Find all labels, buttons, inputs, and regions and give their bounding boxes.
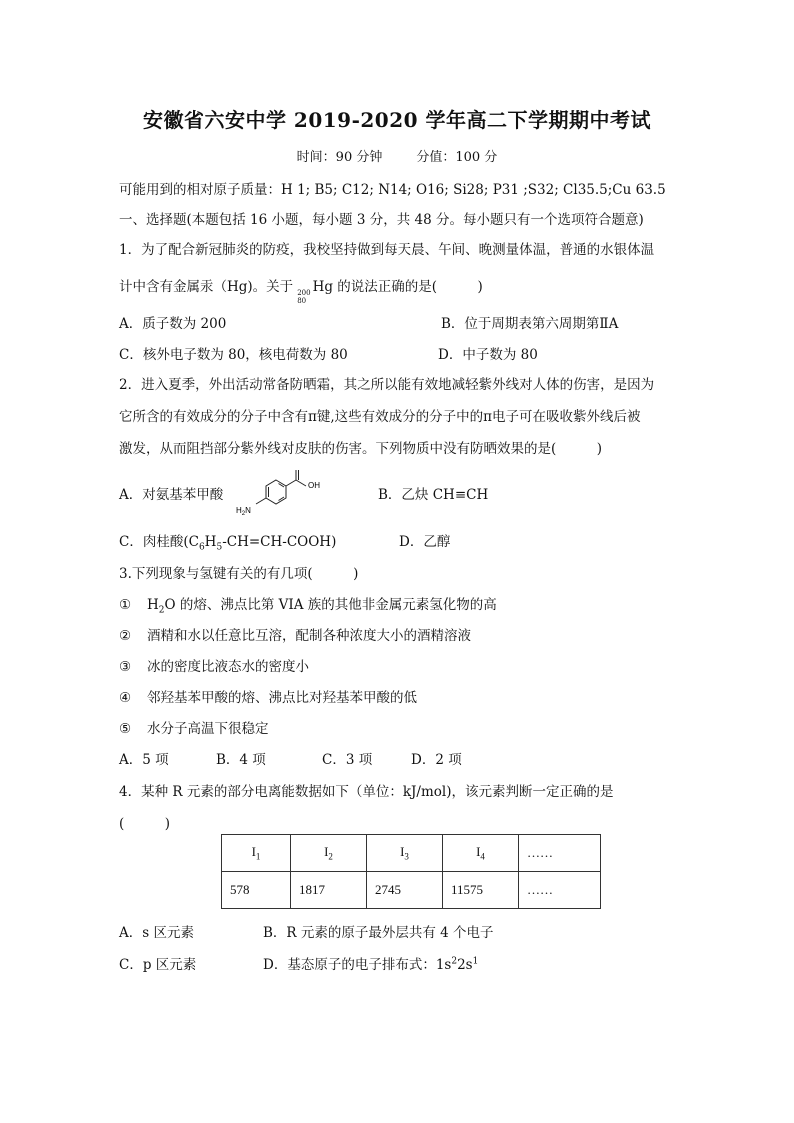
q1-option-d: D．中子数为 80	[438, 347, 538, 363]
q4-option-d	[263, 953, 478, 973]
q3-item-3-num: ③	[119, 659, 132, 675]
table-cell: 2745	[367, 872, 443, 909]
q3-item-5-num: ⑤	[119, 721, 132, 737]
q3-item-3-text: 冰的密度比液态水的密度小	[147, 659, 309, 675]
q2-stem-line2: 它所含的有效成分的分子中含有π键,这些有效成分的分子中的π电子可在吸收紫外线后被	[119, 409, 641, 425]
q1-option-a: A．质子数为 200	[119, 316, 227, 332]
table-header-cell	[222, 835, 291, 872]
q1-stem-line1: 1．为了配合新冠肺炎的防疫，我校坚持做到每天晨、午间、晚测量体温，普通的水银体温	[119, 242, 655, 258]
q3-item-2-num: ②	[119, 628, 132, 644]
page-title: 安徽省六安中学 2019-2020 学年高二下学期期中考试	[142, 108, 652, 132]
header-main: ……	[527, 845, 553, 860]
q3-stem: 3.下列现象与氢键有关的有几项( )	[119, 566, 359, 582]
table-header-cell	[443, 835, 519, 872]
table-cell: 11575	[443, 872, 519, 909]
q3-option-a: A．5 项	[119, 752, 169, 768]
table-header-cell	[367, 835, 443, 872]
atomic-masses: 可能用到的相对原子质量：H 1; B5; C12; N14; O16; Si28; P31 ;S32; Cl35.5;Cu 63.5	[119, 182, 666, 198]
q2-option-a: A．对氨基苯甲酸	[119, 487, 224, 503]
q4-paren: ( )	[119, 816, 171, 832]
q3-item-5-text: 水分子高温下很稳定	[147, 721, 269, 737]
exam-score: 分值：100 分	[416, 150, 498, 165]
q2-c-sub2: 5	[216, 542, 223, 553]
nh2-n: N	[245, 506, 251, 515]
q2-stem-line1: 2．进入夏季，外出活动常备防晒霜，其之所以能有效地减轻紫外线对人体的伤害，是因为	[119, 377, 655, 393]
q2-stem-line3: 激发，从而阻挡部分紫外线对皮肤的伤害。下列物质中没有防晒效果的是( )	[119, 441, 603, 457]
q4-d-mid: 2s	[457, 957, 473, 973]
q2-option-d: D．乙醇	[399, 534, 451, 550]
q3-item-5	[119, 717, 269, 737]
oh-label: OH	[308, 481, 320, 490]
q4-d-sup1: 2	[451, 956, 458, 967]
q3-item-2	[119, 624, 471, 644]
nuclide-notation	[297, 289, 310, 305]
aminobenzoic-acid-structure	[234, 468, 330, 524]
q2-c-prefix: C．肉桂酸(C	[119, 534, 199, 550]
header-sub: 1	[255, 851, 261, 862]
q1-option-b: B．位于周期表第六周期第ⅡA	[441, 316, 619, 332]
q4-option-a: A．s 区元素	[119, 925, 194, 941]
header-main: I	[400, 844, 405, 860]
header-main: I	[476, 844, 481, 860]
exam-info	[0, 146, 794, 165]
mass-number: 200	[297, 289, 311, 297]
q3-option-c: C．3 项	[322, 752, 373, 768]
header-sub: 2	[328, 851, 333, 862]
section-heading: 一、选择题(本题包括 16 小题，每小题 3 分，共 48 分。每小题只有一个选项符合题意)	[119, 212, 644, 228]
q1-stem-text: 计中含有金属汞（Hg)。关于	[119, 279, 294, 295]
q4-option-c: C．p 区元素	[119, 957, 197, 973]
q3-item-4-text: 邻羟基苯甲酸的熔、沸点比对羟基苯甲酸的低	[147, 690, 417, 706]
atomic-number: 80	[297, 297, 307, 305]
q4-option-b: B．R 元素的原子最外层共有 4 个电子	[263, 925, 494, 941]
q4-d-sup2: 1	[472, 956, 479, 967]
q3-item-1-pre: H	[147, 597, 159, 613]
header-sub: 4	[480, 851, 485, 862]
q3-item-2-text: 酒精和水以任意比互溶，配制各种浓度大小的酒精溶液	[147, 628, 471, 644]
table-cell: ……	[519, 872, 601, 909]
q1-stem-tail: Hg 的说法正确的是( )	[312, 279, 483, 295]
q3-item-1-num: ①	[119, 597, 132, 613]
table-header-row	[222, 835, 601, 872]
header-main: I	[251, 844, 256, 860]
table-cell: 1817	[291, 872, 367, 909]
q1-option-c: C．核外电子数为 80，核电荷数为 80	[119, 347, 348, 363]
q3-item-4-num: ④	[119, 690, 132, 706]
nh2-sub: 2	[241, 511, 246, 517]
table-header-cell	[291, 835, 367, 872]
q2-c-mid: H	[204, 534, 217, 550]
q3-option-d: D．2 项	[411, 752, 462, 768]
nh2-label	[236, 506, 251, 517]
q2-c-suffix: -CH=CH-COOH)	[222, 534, 337, 550]
nh2-h: H	[236, 506, 242, 515]
q2-option-c	[119, 530, 336, 553]
q2-option-b: B．乙炔 CH≡CH	[378, 487, 489, 503]
q3-item-1	[119, 593, 497, 616]
q3-option-b: B．4 项	[216, 752, 266, 768]
q2-c-sub1: 6	[198, 542, 205, 553]
table-cell: 578	[222, 872, 291, 909]
table-header-cell	[519, 835, 601, 872]
ionization-energy-table	[221, 834, 601, 909]
header-sub: 3	[404, 851, 409, 862]
header-main: I	[324, 844, 329, 860]
q4-d-prefix: D．基态原子的电子排布式：1s	[263, 957, 452, 973]
q1-stem-line2	[119, 275, 483, 305]
q3-item-4	[119, 686, 417, 706]
table-row	[222, 872, 601, 909]
exam-time: 时间：90 分钟	[296, 150, 383, 165]
q3-item-1-sub: 2	[158, 605, 165, 616]
q4-stem: 4．某种 R 元素的部分电离能数据如下（单位：kJ/mol)，该元素判断一定正确的是	[119, 784, 614, 800]
q3-item-1-text: O 的熔、沸点比第 VIA 族的其他非金属元素氢化物的高	[164, 597, 497, 613]
q3-item-3	[119, 655, 309, 675]
